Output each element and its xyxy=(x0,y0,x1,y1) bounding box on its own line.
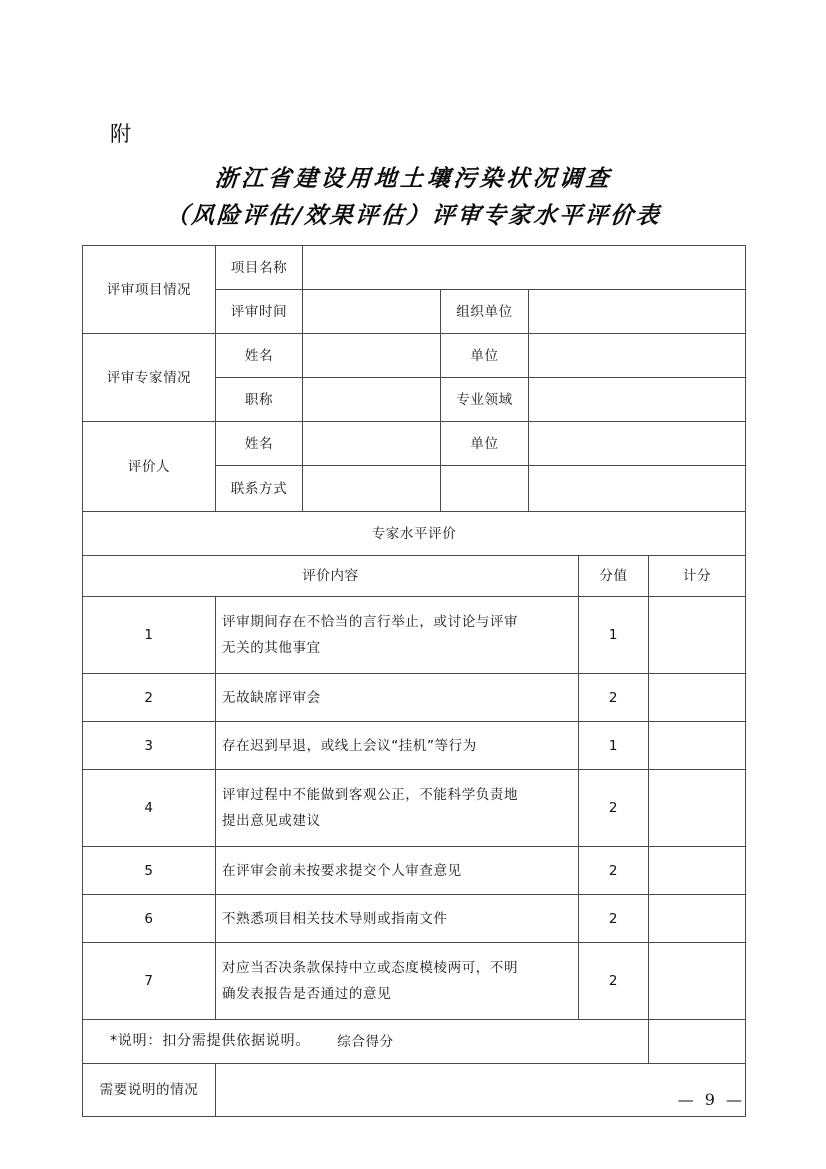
field-label-org-unit: 组织单位 xyxy=(441,290,529,334)
criterion-text-line: 无关的其他事宜 xyxy=(222,640,321,656)
criterion-score-given[interactable] xyxy=(649,943,746,1020)
criterion-score-value: 1 xyxy=(579,722,649,770)
criterion-text-line: 确发表报告是否通过的意见 xyxy=(222,986,392,1002)
field-value-review-time[interactable] xyxy=(303,290,441,334)
field-label-expert-specialty: 专业领域 xyxy=(441,378,529,422)
field-value-expert-title[interactable] xyxy=(303,378,441,422)
table-row-evaluator-name xyxy=(83,422,746,466)
criterion-number: 5 xyxy=(83,847,216,895)
criterion-score-value: 1 xyxy=(579,597,649,674)
title-line-2: （风险评估/效果评估）评审专家水平评价表 xyxy=(164,202,663,229)
title-line-1: 浙江省建设用地土壤污染状况调查 xyxy=(213,165,614,192)
table-row-criterion xyxy=(83,943,746,1020)
table-row-expert-name xyxy=(83,334,746,378)
field-value-org-unit[interactable] xyxy=(529,290,746,334)
criterion-number: 2 xyxy=(83,674,216,722)
criterion-number: 3 xyxy=(83,722,216,770)
section-label-evaluator: 评价人 xyxy=(83,422,216,512)
evaluation-form-table-wrapper xyxy=(82,245,745,1117)
criterion-score-given[interactable] xyxy=(649,895,746,943)
table-row-criterion xyxy=(83,895,746,943)
criterion-text-line: 提出意见或建议 xyxy=(222,813,321,829)
section-header-expert-evaluation: 专家水平评价 xyxy=(83,512,746,556)
page-number: — 9 — xyxy=(677,1090,745,1109)
criterion-text: 存在迟到早退，或线上会议“挂机”等行为 xyxy=(216,722,579,770)
criterion-score-given[interactable] xyxy=(649,722,746,770)
field-label-evaluator-contact: 联系方式 xyxy=(216,466,303,512)
field-value-evaluator-contact[interactable] xyxy=(303,466,441,512)
criterion-text: 无故缺席评审会 xyxy=(216,674,579,722)
field-label-review-time: 评审时间 xyxy=(216,290,303,334)
field-value-expert-name[interactable] xyxy=(303,334,441,378)
criterion-score-given[interactable] xyxy=(649,674,746,722)
field-label-expert-title: 职称 xyxy=(216,378,303,422)
table-row-criterion xyxy=(83,597,746,674)
field-value-evaluator-name[interactable] xyxy=(303,422,441,466)
criterion-score-given[interactable] xyxy=(649,597,746,674)
total-score-label: 综合得分 xyxy=(83,1020,649,1064)
criterion-score-given[interactable] xyxy=(649,770,746,847)
criterion-number: 4 xyxy=(83,770,216,847)
field-label-evaluator-unit: 单位 xyxy=(441,422,529,466)
field-value-expert-specialty[interactable] xyxy=(529,378,746,422)
table-row-column-headers xyxy=(83,556,746,597)
criterion-number: 7 xyxy=(83,943,216,1020)
table-row-section-header xyxy=(83,512,746,556)
field-value-expert-unit[interactable] xyxy=(529,334,746,378)
criterion-score-value: 2 xyxy=(579,770,649,847)
column-header-score-given: 计分 xyxy=(649,556,746,597)
section-label-project: 评审项目情况 xyxy=(83,246,216,334)
criterion-score-value: 2 xyxy=(579,943,649,1020)
document-title xyxy=(82,160,745,234)
evaluation-form-table xyxy=(82,245,746,1117)
column-header-score-value: 分值 xyxy=(579,556,649,597)
table-row-criterion xyxy=(83,722,746,770)
attachment-label: 附 xyxy=(110,122,132,146)
field-label-expert-unit: 单位 xyxy=(441,334,529,378)
criterion-text-line: 评审期间存在不恰当的言行举止，或讨论与评审 xyxy=(222,614,519,630)
field-label-project-name: 项目名称 xyxy=(216,246,303,290)
criterion-score-value: 2 xyxy=(579,847,649,895)
field-label-expert-name: 姓名 xyxy=(216,334,303,378)
total-score-value[interactable] xyxy=(649,1020,746,1064)
field-value-project-name[interactable] xyxy=(303,246,746,290)
table-row-project-name xyxy=(83,246,746,290)
criterion-text-line: 对应当否决条款保持中立或态度模棱两可，不明 xyxy=(222,960,519,976)
criterion-text: 不熟悉项目相关技术导则或指南文件 xyxy=(216,895,579,943)
criterion-score-value: 2 xyxy=(579,895,649,943)
criterion-number: 6 xyxy=(83,895,216,943)
footnote-text: *说明：扣分需提供依据说明。 xyxy=(110,1033,311,1049)
field-value-evaluator-contact-extra2[interactable] xyxy=(529,466,746,512)
table-row-criterion xyxy=(83,847,746,895)
table-row-criterion xyxy=(83,770,746,847)
criterion-text xyxy=(216,943,579,1020)
field-value-evaluator-unit[interactable] xyxy=(529,422,746,466)
field-value-evaluator-contact-extra[interactable] xyxy=(441,466,529,512)
criterion-text xyxy=(216,597,579,674)
table-row-criterion xyxy=(83,674,746,722)
criterion-text: 在评审会前未按要求提交个人审查意见 xyxy=(216,847,579,895)
notes-label: 需要说明的情况 xyxy=(83,1064,216,1117)
criterion-text-line: 评审过程中不能做到客观公正，不能科学负责地 xyxy=(222,787,519,803)
criterion-score-value: 2 xyxy=(579,674,649,722)
criterion-number: 1 xyxy=(83,597,216,674)
criterion-score-given[interactable] xyxy=(649,847,746,895)
column-header-content: 评价内容 xyxy=(83,556,579,597)
criterion-text xyxy=(216,770,579,847)
field-label-evaluator-name: 姓名 xyxy=(216,422,303,466)
section-label-expert: 评审专家情况 xyxy=(83,334,216,422)
